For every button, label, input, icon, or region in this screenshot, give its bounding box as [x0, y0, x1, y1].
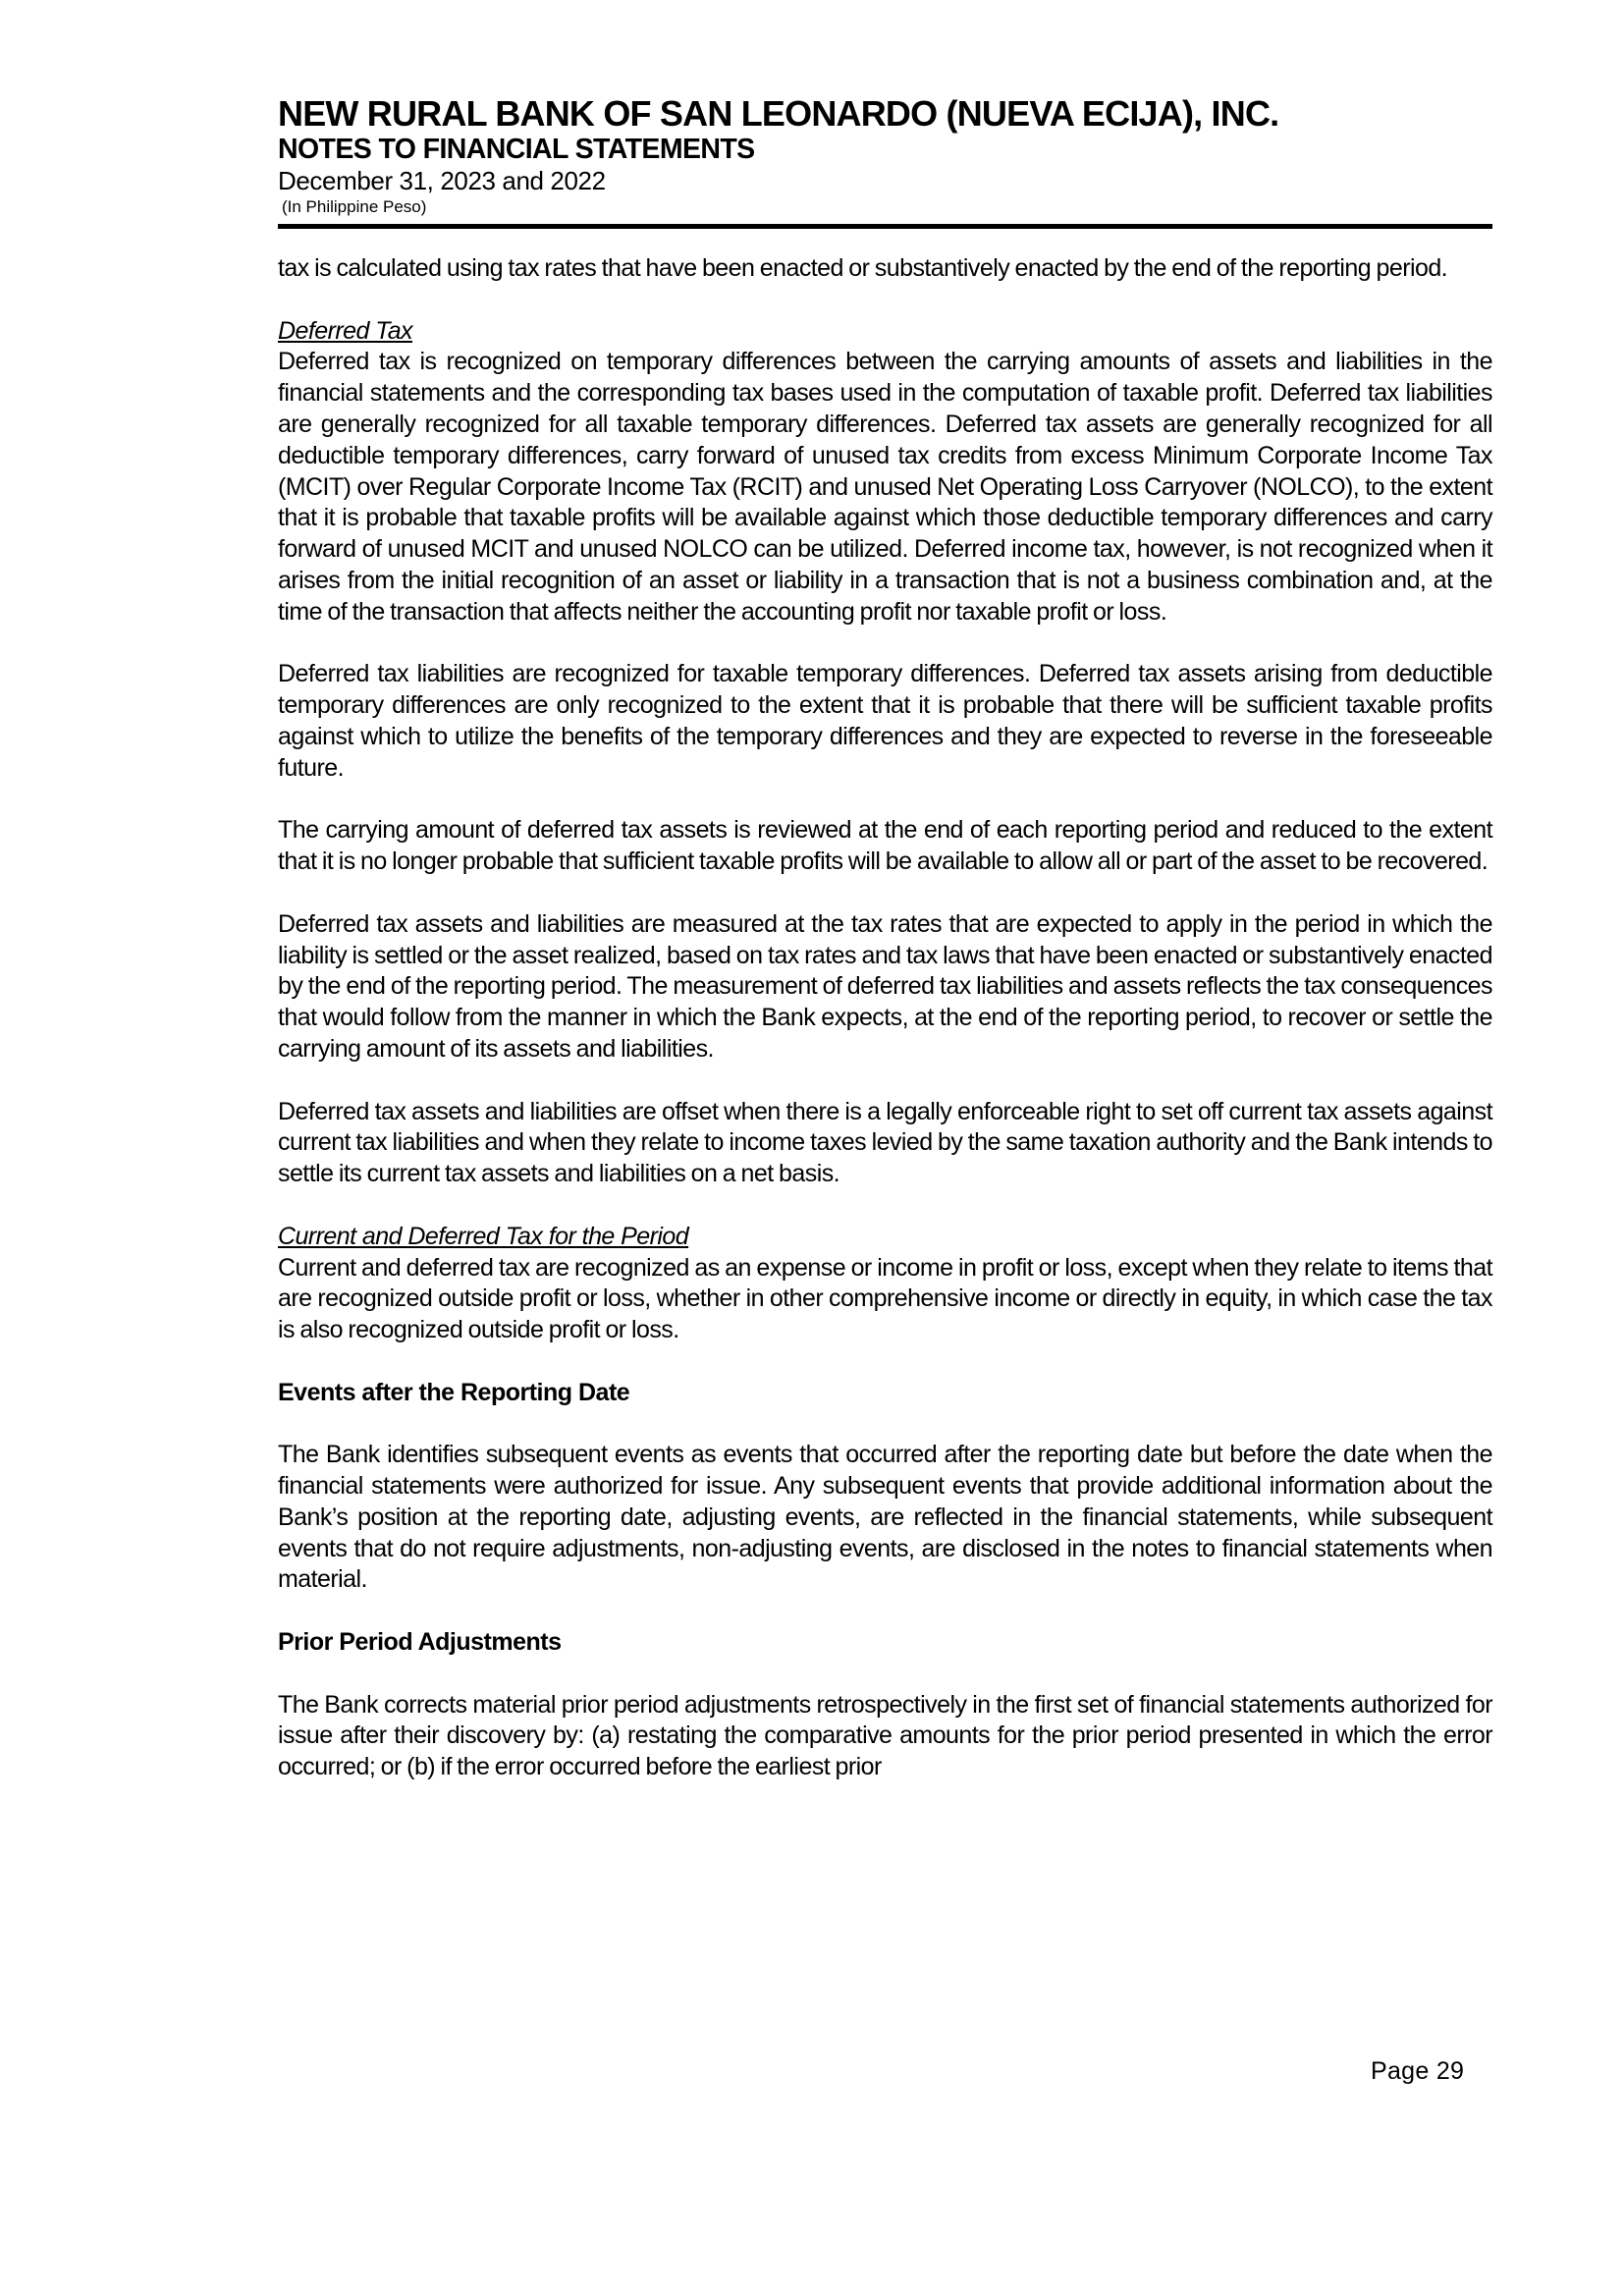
page-body: [278, 253, 1492, 1783]
events-after-paragraph: The Bank identifies subsequent events as events that occurred after the reporting date but before the date when the financial statements were authorized for issue. Any subsequent events that provide additional information about the Bank’s position at the reporting date, adjusting events, are reflected in the financial statements, while subsequent events that do not require adjustments, non-adjusting events, are disclosed in the notes to financial statements when material.: [278, 1441, 1492, 1594]
spacer: [278, 785, 1492, 816]
spacer: [278, 1066, 1492, 1097]
prior-period-paragraph: The Bank corrects material prior period adjustments retrospectively in the first set of financial statements authorized for issue after their discovery by: (a) restating the comparative amounts for the prior period presented in which the error occurred; or (b) if the error occurred before the earliest prior: [278, 1690, 1492, 1781]
spacer: [278, 628, 1492, 660]
deferred-tax-paragraph-5: Deferred tax assets and liabilities are offset when there is a legally enforceable right to set off current tax assets against current tax liabilities and when they relate to income taxes levied by the same taxation authority and the Bank intends to settle its current tax assets and liabilities on a net basis.: [278, 1097, 1492, 1188]
spacer: [278, 285, 1492, 316]
header-divider: [278, 224, 1492, 229]
deferred-tax-paragraph-4: Deferred tax assets and liabilities are measured at the tax rates that are expected to apply in the period in which the liability is settled or the asset realized, based on tax rates and tax laws that have been enacted or substantively enacted by the end of the reporting period. The measurement of deferred tax liabilities and assets reflects the tax consequences that would follow from the manner in which the Bank expects, at the end of the reporting period, to recover or settle the carrying amount of its assets and liabilities.: [278, 909, 1492, 1063]
spacer: [278, 1659, 1492, 1690]
current-deferred-tax-heading: Current and Deferred Tax for the Period: [278, 1222, 689, 1250]
currency-note: (In Philippine Peso): [282, 197, 427, 216]
deferred-tax-paragraph-3: The carrying amount of deferred tax assets is reviewed at the end of each reporting period and reduced to the extent that it is no longer probable that sufficient taxable profits will be available to allow all or part of the asset to be recovered.: [278, 816, 1492, 876]
spacer: [278, 1408, 1492, 1440]
page-header: [278, 94, 1492, 218]
intro-paragraph: tax is calculated using tax rates that have been enacted or substantively enacted by the end of the reporting period.: [278, 254, 1448, 282]
events-after-heading: Events after the Reporting Date: [278, 1378, 630, 1406]
spacer: [278, 878, 1492, 909]
document-title: NOTES TO FINANCIAL STATEMENTS: [278, 134, 755, 165]
company-name: NEW RURAL BANK OF SAN LEONARDO (NUEVA ECIJA), INC.: [278, 93, 1279, 134]
reporting-period: December 31, 2023 and 2022: [278, 166, 606, 195]
spacer: [278, 1596, 1492, 1627]
spacer: [278, 1346, 1492, 1378]
spacer: [278, 1190, 1492, 1222]
prior-period-heading: Prior Period Adjustments: [278, 1628, 562, 1657]
current-deferred-tax-paragraph: Current and deferred tax are recognized as an expense or income in profit or loss, except when they relate to items that are recognized outside profit or loss, whether in other comprehensive income or directly in equity, in which case the tax is also recognized outside profit or loss.: [278, 1253, 1492, 1344]
page-number: Page 29: [1371, 2057, 1465, 2085]
deferred-tax-paragraph-2: Deferred tax liabilities are recognized for taxable temporary differences. Deferred tax assets arising from deductible temporary differences are only recognized to the extent that it is probable that there will be sufficient taxable profits against which to utilize the benefits of the temporary differences and they are expected to reverse in the foreseeable future.: [278, 660, 1492, 782]
deferred-tax-heading: Deferred Tax: [278, 316, 412, 345]
deferred-tax-paragraph-1: Deferred tax is recognized on temporary differences between the carrying amounts of assets and liabilities in the financial statements and the corresponding tax bases used in the computation of taxable profit. Deferred tax liabilities are generally recognized for all taxable temporary differences. Deferred tax assets are generally recognized for all deductible temporary differences, carry forward of unused tax credits from excess Minimum Corporate Income Tax (MCIT) over Regular Corporate Income Tax (RCIT) and unused Net Operating Loss Carryover (NOLCO), to the extent that it is probable that taxable profits will be available against which those deductible temporary differences and carry forward of unused MCIT and unused NOLCO can be utilized. Deferred income tax, however, is not recognized when it arises from the initial recognition of an asset or liability in a transaction that is not a business combination and, at the time of the transaction that affects neither the accounting profit nor taxable profit or loss.: [278, 348, 1492, 626]
